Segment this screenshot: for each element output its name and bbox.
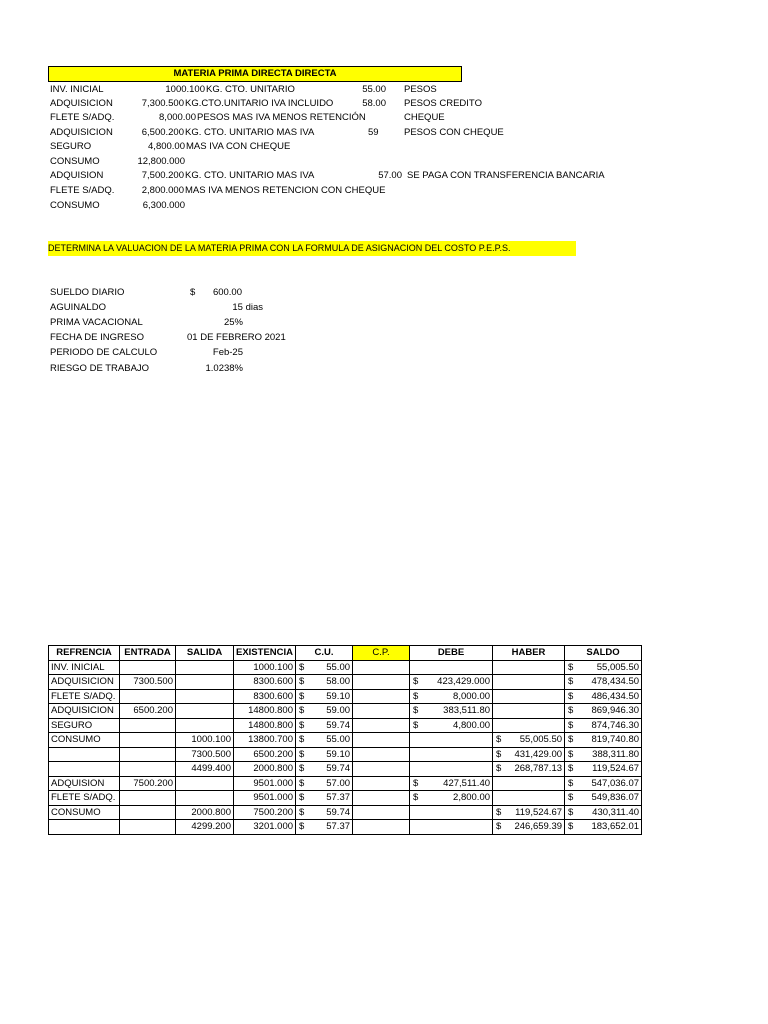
cell-existencia: 1000.100	[234, 660, 296, 675]
cell-ref: ADQUISICION	[49, 704, 120, 719]
cell-saldo-value: 869,946.30	[591, 705, 640, 716]
currency-symbol: $	[413, 705, 419, 716]
cell-cu-value: 55.00	[326, 661, 351, 673]
movement-concept: INV. INICIAL	[50, 84, 104, 95]
cell-existencia: 2000.800	[234, 762, 296, 777]
currency-symbol: $	[496, 821, 502, 832]
cell-saldo	[565, 718, 642, 733]
currency-symbol: $	[413, 690, 419, 702]
currency-symbol: $	[299, 705, 305, 716]
table-header-row	[49, 646, 642, 661]
cell-cp	[353, 675, 410, 690]
movement-concept: SEGURO	[50, 141, 92, 152]
cell-cu-value: 59.74	[326, 719, 351, 731]
movement-description: KG. CTO. UNITARIO MAS IVA	[185, 170, 315, 181]
table-row	[49, 820, 642, 835]
cell-saldo	[565, 791, 642, 806]
movement-quantity: 4,800.00	[148, 141, 185, 152]
movement-description: KG.CTO.UNITARIO IVA INCLUIDO	[185, 98, 334, 109]
cell-haber	[493, 675, 565, 690]
cell-saldo	[565, 675, 642, 690]
movement-quantity: 6,300.000	[142, 200, 185, 211]
cell-debe	[410, 675, 493, 690]
sueldo-label: SUELDO DIARIO	[50, 287, 125, 298]
cell-cu-value: 59.74	[326, 763, 351, 774]
cell-debe-value: 427,511.40	[443, 777, 491, 789]
cell-saldo-value: 549,836.07	[591, 792, 640, 803]
movement-description: MAS IVA MENOS RETENCION CON CHEQUE	[185, 185, 386, 196]
cell-salida	[176, 675, 234, 690]
movement-note: PESOS	[404, 84, 437, 95]
peps-table	[48, 645, 642, 835]
cell-ref: CONSUMO	[49, 733, 120, 748]
cell-saldo	[565, 689, 642, 704]
cell-saldo-value: 119,524.67	[592, 763, 640, 774]
movement-description: PESOS MAS IVA MENOS RETENCIÓN	[197, 112, 366, 123]
movement-unit-price: 59	[368, 127, 379, 138]
currency-symbol: $	[568, 705, 574, 716]
cell-cp	[353, 791, 410, 806]
cell-cu-value: 57.00	[326, 777, 351, 789]
cell-debe	[410, 733, 493, 748]
cell-entrada	[120, 733, 176, 748]
table-row	[49, 805, 642, 820]
cell-haber	[493, 747, 565, 762]
cell-cu-value: 59.10	[326, 690, 351, 702]
cell-cp	[353, 689, 410, 704]
cell-entrada	[120, 762, 176, 777]
sueldo-currency: $	[190, 287, 196, 298]
movement-concept: ADQUISION	[50, 170, 104, 181]
currency-symbol: $	[568, 734, 574, 745]
table-row	[49, 776, 642, 791]
cell-cp	[353, 733, 410, 748]
cell-saldo-value: 183,652.01	[591, 821, 640, 832]
cell-salida: 2000.800	[176, 805, 234, 820]
cell-cu-value: 57.37	[326, 821, 351, 832]
col-header-salida: SALIDA	[176, 646, 234, 661]
movement-concept: ADQUISICION	[50, 127, 113, 138]
cell-entrada	[120, 689, 176, 704]
cell-ref	[49, 820, 120, 835]
cell-salida: 7300.500	[176, 747, 234, 762]
cell-haber	[493, 660, 565, 675]
movement-concept: FLETE S/ADQ.	[50, 185, 115, 196]
currency-symbol: $	[568, 806, 574, 818]
cell-debe	[410, 689, 493, 704]
cell-haber	[493, 762, 565, 777]
table-row	[49, 791, 642, 806]
col-header-cu: C.U.	[296, 646, 353, 661]
movement-unit-price: 58.00	[362, 98, 386, 109]
cell-cu	[296, 704, 353, 719]
cell-debe-value: 8,000.00	[453, 690, 491, 702]
cell-existencia: 14800.800	[234, 718, 296, 733]
sueldo-value: 600.00	[212, 287, 242, 298]
movement-concept: FLETE S/ADQ.	[50, 112, 115, 123]
currency-symbol: $	[299, 821, 305, 832]
cell-debe	[410, 660, 493, 675]
cell-existencia: 8300.600	[234, 689, 296, 704]
ingreso-value: 01 DE FEBRERO 2021	[187, 332, 286, 343]
movement-concept: CONSUMO	[50, 200, 100, 211]
cell-saldo	[565, 762, 642, 777]
cell-salida	[176, 660, 234, 675]
riesgo-label: RIESGO DE TRABAJO	[50, 363, 150, 374]
cell-cp	[353, 820, 410, 835]
cell-entrada	[120, 747, 176, 762]
cell-saldo	[565, 805, 642, 820]
cell-cu	[296, 776, 353, 791]
movement-concept: ADQUISICION	[50, 98, 113, 109]
cell-existencia: 9501.000	[234, 776, 296, 791]
cell-haber-value: 55,005.50	[519, 734, 563, 745]
currency-symbol: $	[299, 748, 305, 760]
currency-symbol: $	[299, 719, 305, 731]
cell-salida	[176, 689, 234, 704]
cell-saldo-value: 547,036.07	[591, 777, 640, 789]
cell-debe	[410, 820, 493, 835]
cell-haber-value: 119,524.67	[515, 806, 563, 818]
cell-debe	[410, 747, 493, 762]
cell-saldo	[565, 747, 642, 762]
cell-debe	[410, 704, 493, 719]
cell-cu	[296, 747, 353, 762]
cell-cu	[296, 805, 353, 820]
currency-symbol: $	[568, 719, 574, 731]
cell-saldo-value: 388,311.80	[592, 748, 640, 760]
cell-ref	[49, 747, 120, 762]
cell-cu-value: 55.00	[326, 734, 351, 745]
cell-cu-value: 59.10	[326, 748, 351, 760]
prima-value: 25%	[223, 317, 243, 328]
cell-entrada: 7300.500	[120, 675, 176, 690]
currency-symbol: $	[299, 763, 305, 774]
col-header-haber: HABER	[493, 646, 565, 661]
movement-note: PESOS CON CHEQUE	[404, 127, 504, 138]
cell-existencia: 3201.000	[234, 820, 296, 835]
cell-salida: 4499.400	[176, 762, 234, 777]
cell-cu	[296, 791, 353, 806]
cell-haber	[493, 791, 565, 806]
currency-symbol: $	[568, 676, 574, 687]
cell-salida	[176, 704, 234, 719]
col-header-entrada: ENTRADA	[120, 646, 176, 661]
cell-entrada	[120, 791, 176, 806]
cell-cu	[296, 820, 353, 835]
cell-debe	[410, 805, 493, 820]
currency-symbol: $	[496, 763, 502, 774]
cell-existencia: 13800.700	[234, 733, 296, 748]
col-header-saldo: SALDO	[565, 646, 642, 661]
currency-symbol: $	[413, 676, 419, 687]
instruction-banner: DETERMINA LA VALUACION DE LA MATERIA PRIMA CON LA FORMULA DE ASIGNACION DEL COSTO P.E.P.S.	[48, 241, 576, 256]
cell-cu-value: 59.74	[326, 806, 351, 818]
currency-symbol: $	[299, 690, 305, 702]
table-row	[49, 733, 642, 748]
movement-quantity: 7,300.500	[141, 98, 184, 109]
cell-existencia: 8300.600	[234, 675, 296, 690]
cell-haber-value: 246,659.39	[514, 821, 563, 832]
cell-cp	[353, 747, 410, 762]
cell-entrada	[120, 805, 176, 820]
ingreso-label: FECHA DE INGRESO	[50, 332, 144, 343]
sheet-title: MATERIA PRIMA DIRECTA DIRECTA	[48, 66, 462, 82]
aguinaldo-label: AGUINALDO	[50, 302, 106, 313]
currency-symbol: $	[299, 792, 305, 803]
currency-symbol: $	[496, 748, 502, 760]
cell-cp	[353, 762, 410, 777]
movement-unit-price: 57.00	[378, 170, 402, 181]
cell-ref: ADQUISICION	[49, 675, 120, 690]
cell-saldo-value: 874,746.30	[591, 719, 640, 731]
cell-saldo-value: 486,434.50	[591, 690, 640, 702]
cell-debe-value: 4,800.00	[453, 719, 491, 731]
movement-quantity: 12,800.000	[137, 156, 185, 167]
cell-entrada	[120, 718, 176, 733]
table-row	[49, 660, 642, 675]
col-header-cp: C.P.	[353, 646, 410, 661]
cell-saldo-value: 430,311.40	[592, 806, 640, 818]
cell-cu	[296, 689, 353, 704]
cell-entrada	[120, 820, 176, 835]
movement-concept: CONSUMO	[50, 156, 100, 167]
currency-symbol: $	[413, 719, 419, 731]
currency-symbol: $	[496, 734, 502, 745]
cell-entrada: 7500.200	[120, 776, 176, 791]
aguinaldo-value: 15 dias	[232, 302, 263, 313]
cell-existencia: 6500.200	[234, 747, 296, 762]
currency-symbol: $	[568, 661, 574, 673]
col-header-referencia: REFRENCIA	[49, 646, 120, 661]
cell-ref: CONSUMO	[49, 805, 120, 820]
movement-quantity: 7,500.200	[141, 170, 184, 181]
currency-symbol: $	[299, 806, 305, 818]
cell-debe	[410, 776, 493, 791]
cell-haber	[493, 733, 565, 748]
cell-ref: ADQUISION	[49, 776, 120, 791]
movement-description: MAS IVA CON CHEQUE	[186, 141, 291, 152]
table-row	[49, 747, 642, 762]
cell-ref: FLETE S/ADQ.	[49, 791, 120, 806]
cell-existencia: 9501.000	[234, 791, 296, 806]
cell-haber	[493, 718, 565, 733]
cell-cu-value: 57.37	[326, 792, 351, 803]
cell-saldo	[565, 776, 642, 791]
movement-note: CHEQUE	[404, 112, 445, 123]
cell-debe-value: 423,429.000	[437, 676, 491, 687]
cell-haber-value: 431,429.00	[514, 748, 563, 760]
cell-cp	[353, 776, 410, 791]
currency-symbol: $	[568, 792, 574, 803]
cell-saldo-value: 478,434.50	[591, 676, 640, 687]
table-row	[49, 675, 642, 690]
table-row	[49, 762, 642, 777]
movement-note: PESOS CREDITO	[404, 98, 482, 109]
periodo-value: Feb-25	[212, 347, 243, 358]
movement-description: KG. CTO. UNITARIO	[206, 84, 295, 95]
currency-symbol: $	[299, 676, 305, 687]
movement-description: KG. CTO. UNITARIO MAS IVA	[185, 127, 315, 138]
cell-haber-value: 268,787.13	[514, 763, 563, 774]
riesgo-value: 1.0238%	[205, 363, 243, 374]
movement-unit-price: 55.00	[362, 84, 386, 95]
cell-haber	[493, 805, 565, 820]
cell-cp	[353, 805, 410, 820]
cell-existencia: 7500.200	[234, 805, 296, 820]
cell-salida: 1000.100	[176, 733, 234, 748]
cell-ref: FLETE S/ADQ.	[49, 689, 120, 704]
cell-entrada: 6500.200	[120, 704, 176, 719]
cell-debe	[410, 791, 493, 806]
currency-symbol: $	[568, 821, 574, 832]
periodo-label: PERIODO DE CALCULO	[50, 347, 158, 358]
cell-existencia: 14800.800	[234, 704, 296, 719]
cell-saldo	[565, 820, 642, 835]
cell-haber	[493, 820, 565, 835]
cell-debe	[410, 762, 493, 777]
currency-symbol: $	[413, 792, 419, 803]
col-header-debe: DEBE	[410, 646, 493, 661]
cell-cu	[296, 675, 353, 690]
cell-saldo	[565, 660, 642, 675]
prima-label: PRIMA VACACIONAL	[50, 317, 143, 328]
currency-symbol: $	[496, 806, 502, 818]
cell-haber	[493, 704, 565, 719]
cell-cp	[353, 660, 410, 675]
cell-saldo	[565, 704, 642, 719]
cell-haber	[493, 776, 565, 791]
table-row	[49, 718, 642, 733]
cell-debe-value: 2,800.00	[453, 792, 491, 803]
table-row	[49, 704, 642, 719]
cell-cp	[353, 718, 410, 733]
movement-quantity: 2,800.000	[141, 185, 184, 196]
cell-haber	[493, 689, 565, 704]
cell-cu-value: 59.00	[326, 705, 351, 716]
currency-symbol: $	[568, 748, 574, 760]
cell-debe	[410, 718, 493, 733]
table-row	[49, 689, 642, 704]
currency-symbol: $	[413, 777, 419, 789]
cell-cu	[296, 718, 353, 733]
currency-symbol: $	[568, 763, 574, 774]
col-header-existencia: EXISTENCIA	[234, 646, 296, 661]
cell-salida: 4299.200	[176, 820, 234, 835]
cell-cu	[296, 660, 353, 675]
cell-entrada	[120, 660, 176, 675]
currency-symbol: $	[568, 690, 574, 702]
cell-salida	[176, 776, 234, 791]
cell-cu	[296, 733, 353, 748]
cell-salida	[176, 718, 234, 733]
movement-note: SE PAGA CON TRANSFERENCIA BANCARIA	[407, 170, 605, 181]
cell-ref: INV. INICIAL	[49, 660, 120, 675]
currency-symbol: $	[299, 734, 305, 745]
cell-cu	[296, 762, 353, 777]
cell-ref: SEGURO	[49, 718, 120, 733]
currency-symbol: $	[299, 661, 305, 673]
movement-quantity: 6,500.200	[141, 127, 184, 138]
cell-cu-value: 58.00	[326, 676, 351, 687]
cell-saldo-value: 55,005.50	[596, 661, 640, 673]
cell-saldo	[565, 733, 642, 748]
cell-salida	[176, 791, 234, 806]
cell-ref	[49, 762, 120, 777]
currency-symbol: $	[568, 777, 574, 789]
cell-debe-value: 383,511.80	[443, 705, 491, 716]
currency-symbol: $	[299, 777, 305, 789]
cell-saldo-value: 819,740.80	[591, 734, 640, 745]
movement-quantity: 8,000.00	[159, 112, 196, 123]
movement-quantity: 1000.100	[165, 84, 205, 95]
cell-cp	[353, 704, 410, 719]
